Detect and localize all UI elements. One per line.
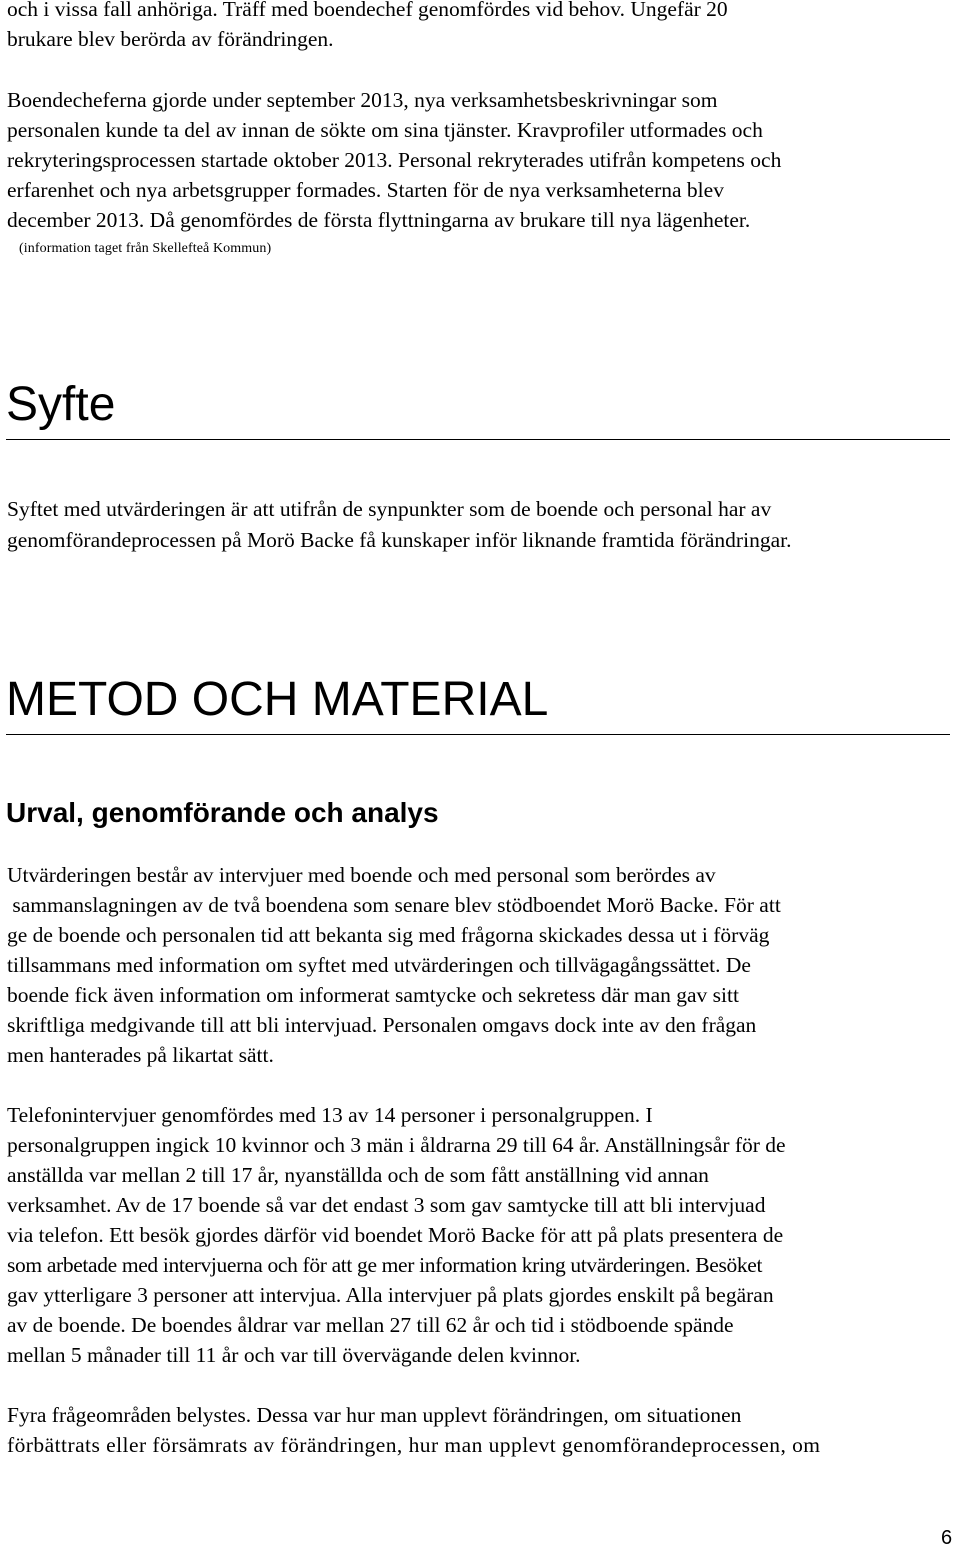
metod-p3-line-1: Fyra frågeområden belystes. Dessa var hur man upplevt förändringen, om situationen (7, 1403, 742, 1427)
intro-line-4: personalen kunde ta del av innan de sökte om sina tjänster. Kravprofiler utformades och (7, 118, 763, 142)
intro-line-7: december 2013. Då genomfördes de första flyttningarna av brukare till nya lägenheter. (7, 208, 751, 232)
syfte-line-1: Syftet med utvärderingen är att utifrån de synpunkter som de boende och personal har av (7, 497, 772, 521)
metod-p1-line-7: men hanterades på likartat sätt. (7, 1043, 274, 1067)
metod-p1-line-2: sammanslagningen av de två boendena som senare blev stödboendet Morö Backe. För att (7, 893, 781, 917)
intro-line-2: brukare blev berörda av förändringen. (7, 27, 334, 51)
metod-p2-line-3: anställda var mellan 2 till 17 år, nyanställda och de som fått anställning vid annan (7, 1163, 709, 1187)
subheading-urval: Urval, genomförande och analys (6, 797, 439, 828)
intro-line-6: erfarenhet och nya arbetsgrupper formades. Starten för de nya verksamheterna blev (7, 178, 724, 202)
metod-p2-line-4: verksamhet. Av de 17 boende så var det endast 3 som gav samtycke till att bli intervjuad (7, 1193, 766, 1217)
metod-p1-line-4: tillsammans med information om syftet med utvärderingen och tillvägagångssättet. De (7, 953, 751, 977)
intro-line-3: Boendecheferna gjorde under september 2013, nya verksamhetsbeskrivningar som (7, 88, 718, 112)
intro-line-1: och i vissa fall anhöriga. Träff med boendechef genomfördes vid behov. Ungefär 20 (7, 0, 728, 21)
metod-p3-line-2: förbättrats eller försämrats av förändringen, hur man upplevt genomförandeprocessen, om (7, 1433, 821, 1457)
metod-p1-line-5: boende fick även information om informerat samtycke och sekretess där man gav sitt (7, 983, 739, 1007)
heading-metod: METOD OCH MATERIAL (6, 673, 549, 726)
heading-rule (6, 439, 950, 440)
metod-p2-line-5: via telefon. Ett besök gjordes därför vid boendet Morö Backe för att på plats presentera de (7, 1223, 784, 1247)
heading-rule (6, 734, 950, 735)
metod-p2-line-6: som arbetade med intervjuerna och för att ge mer information kring utvärderingen. Besöket (7, 1253, 763, 1277)
syfte-line-2: genomförandeprocessen på Morö Backe få kunskaper inför liknande framtida förändringar. (7, 528, 792, 552)
metod-p2-line-8: av de boende. De boendes åldrar var mellan 27 till 62 år och tid i stödboende spände (7, 1313, 734, 1337)
source-note: (information taget från Skellefteå Kommun) (19, 241, 272, 256)
metod-p2-line-1: Telefonintervjuer genomfördes med 13 av 14 personer i personalgruppen. I (7, 1103, 653, 1127)
metod-p1-line-3: ge de boende och personalen tid att bekanta sig med frågorna skickades dessa ut i förväg (7, 923, 770, 947)
metod-p2-line-9: mellan 5 månader till 11 år och var till övervägande delen kvinnor. (7, 1343, 581, 1367)
page-number: 6 (941, 1527, 953, 1549)
metod-p1-line-6: skriftliga medgivande till att bli intervjuad. Personalen omgavs dock inte av den frågan (7, 1013, 757, 1037)
intro-line-5: rekryteringsprocessen startade oktober 2013. Personal rekryterades utifrån kompetens och (7, 148, 782, 172)
metod-p2-line-7: gav ytterligare 3 personer att intervjua. Alla intervjuer på plats gjordes enskilt på begäran (7, 1283, 774, 1307)
heading-syfte: Syfte (6, 378, 116, 431)
metod-p2-line-2: personalgruppen ingick 10 kvinnor och 3 män i åldrarna 29 till 64 år. Anställningsår för de (7, 1133, 786, 1157)
metod-p1-line-1: Utvärderingen består av intervjuer med boende och med personal som berördes av (7, 863, 716, 887)
